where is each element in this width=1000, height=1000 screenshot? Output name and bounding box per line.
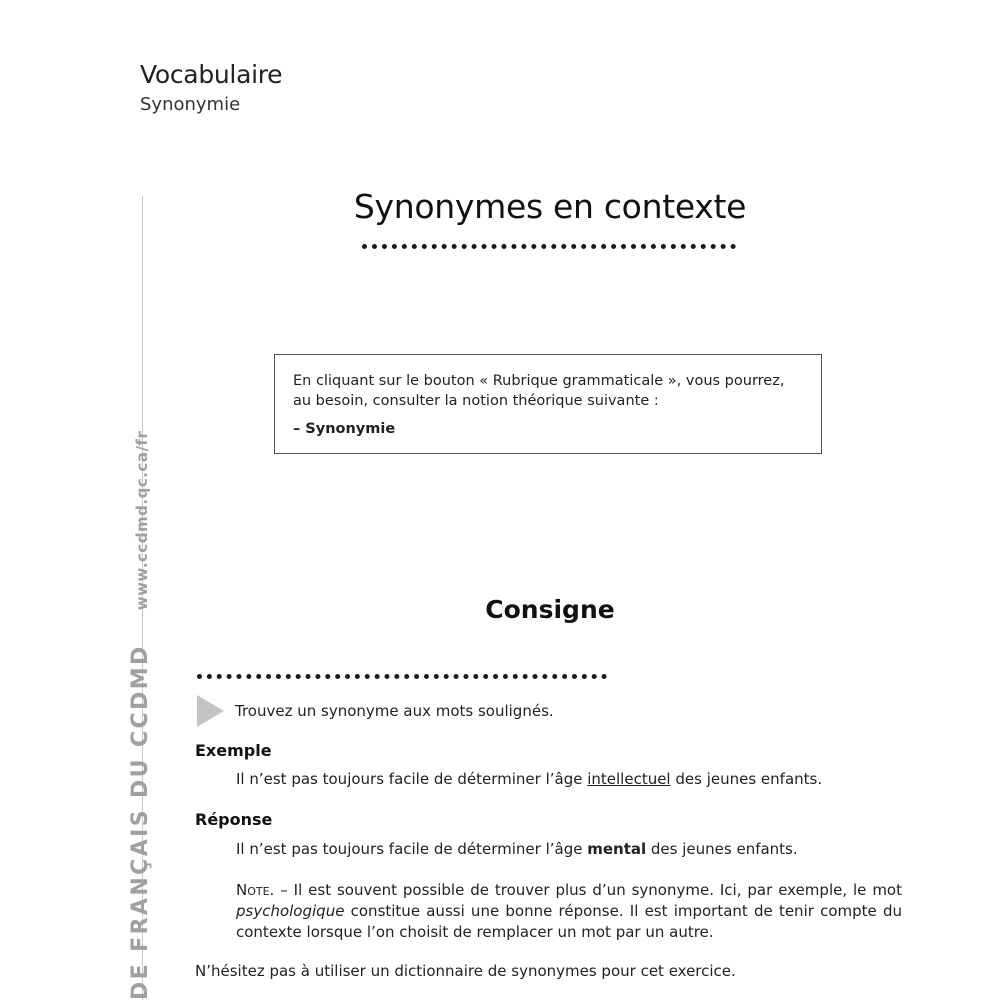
exemple-sentence [236, 770, 822, 788]
reponse-text-after: des jeunes enfants. [646, 840, 798, 858]
consigne-heading: Consigne [485, 595, 615, 624]
sidebar-vertical-text [128, 431, 153, 1000]
info-notion-item: – Synonymie [293, 421, 396, 437]
title-dotted-rule [362, 244, 736, 249]
reponse-label: Réponse [195, 810, 273, 829]
subsection-title: Synonymie [140, 94, 241, 115]
answer-word: mental [587, 840, 647, 858]
section-title: Vocabulaire [140, 60, 283, 89]
exemple-text-after: des jeunes enfants. [670, 770, 823, 788]
sidebar-url: www.ccdmd.qc.ca/fr [133, 430, 151, 611]
info-box [274, 354, 822, 454]
reponse-text-before: Il n’est pas toujours facile de déterminer l’âge [236, 840, 588, 858]
note-text-1: – Il est souvent possible de trouver plus d’un synonyme. Ici, par exemple, le mot [274, 881, 902, 899]
info-line-1: En cliquant sur le bouton « Rubrique grammaticale », vous pourrez, [293, 373, 785, 389]
exemple-label: Exemple [195, 741, 272, 760]
note-text-2: constitue aussi une bonne réponse. Il est important de tenir compte du contexte lorsque l’on choisit de remplacer un mot par un autre. [236, 902, 902, 941]
exemple-text-before: Il n’est pas toujours facile de déterminer l’âge [236, 770, 588, 788]
consigne-dotted-rule [197, 674, 607, 679]
reponse-sentence [236, 840, 798, 858]
note-italic-word: psychologique [236, 902, 345, 920]
closing-text: N’hésitez pas à utiliser un dictionnaire de synonymes pour cet exercice. [195, 962, 736, 980]
instruction-text: Trouvez un synonyme aux mots soulignés. [235, 702, 554, 720]
note-label: Note. [236, 881, 275, 899]
sidebar-label: DE FRANÇAIS DU CCDMD [128, 644, 153, 1000]
play-arrow-icon [197, 695, 224, 727]
info-line-2: au besoin, consulter la notion théorique suivante : [293, 393, 659, 409]
page-title: Synonymes en contexte [353, 187, 747, 226]
note-paragraph [236, 880, 902, 943]
underlined-word: intellectuel [587, 770, 671, 788]
